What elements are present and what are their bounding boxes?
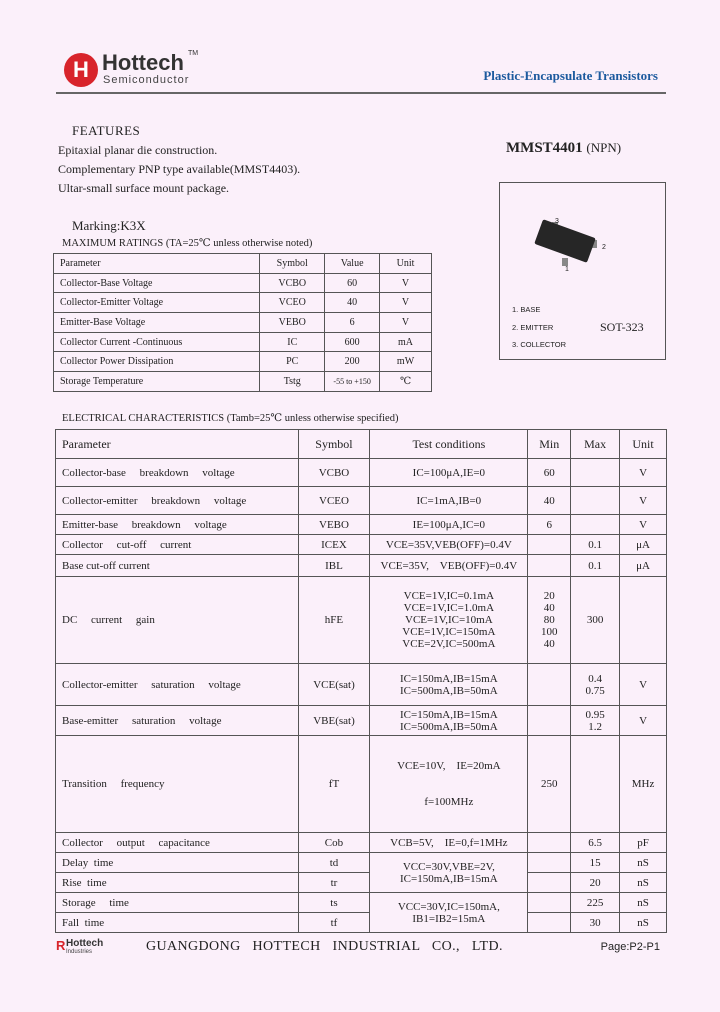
header-cell: Parameter — [54, 254, 260, 274]
package-pin — [562, 258, 568, 266]
condition-cell: VCE=35V,VEB(OFF)=0.4V — [370, 535, 528, 555]
value-cell: 6 — [325, 313, 380, 333]
pin-label: 3. COLLECTOR — [512, 340, 567, 349]
header-cell: Parameter — [56, 430, 299, 459]
pin-label: 1. BASE — [512, 305, 541, 314]
unit-cell: V — [620, 487, 667, 515]
header-divider — [56, 92, 666, 94]
condition-cell — [370, 577, 528, 664]
min-line: 40 — [543, 638, 555, 650]
condition-cell — [370, 736, 528, 833]
table-row — [54, 293, 432, 313]
condition-cell: IC=100μA,IE=0 — [370, 459, 528, 487]
condition-line: IC=500mA,IB=50mA — [400, 720, 498, 733]
header-cell: Value — [325, 254, 380, 274]
unit-cell: μA — [620, 535, 667, 555]
table-row — [54, 313, 432, 333]
table-header-row — [54, 254, 432, 274]
part-type: (NPN) — [586, 140, 622, 155]
min-cell — [528, 873, 571, 893]
part-number: MMST4401 — [506, 140, 583, 156]
company-subtitle: Semiconductor — [103, 74, 190, 86]
table-row — [56, 736, 667, 833]
part-number-block — [506, 140, 621, 157]
unit-cell: V — [620, 515, 667, 535]
symbol-cell: Tstg — [260, 372, 325, 392]
unit-cell: nS — [620, 853, 667, 873]
param-cell: Collector-Emitter Voltage — [54, 293, 260, 313]
header-cell: Max — [571, 430, 620, 459]
symbol-cell: ts — [298, 893, 370, 913]
header-cell: Symbol — [298, 430, 370, 459]
table-row — [56, 706, 667, 736]
param-cell: Collector Power Dissipation — [54, 352, 260, 372]
max-cell: 0.1 — [571, 555, 620, 577]
param-cell: Base-emitter saturation voltage — [56, 706, 299, 736]
document-title: Plastic-Encapsulate Transistors — [483, 68, 658, 83]
condition-line: IC=150mA,IB=15mA — [400, 672, 498, 685]
company-logo-icon: H — [64, 53, 98, 87]
unit-cell: MHz — [620, 736, 667, 833]
min-cell — [528, 913, 571, 933]
table-row — [54, 352, 432, 372]
symbol-cell: PC — [260, 352, 325, 372]
condition-cell: VCB=5V, IE=0,f=1MHz — [370, 833, 528, 853]
condition-line: VCE=1V,IC=1.0mA — [403, 602, 495, 614]
min-line: 100 — [541, 626, 558, 638]
trademark: TM — [188, 50, 199, 57]
param-cell: Base cut-off current — [56, 555, 299, 577]
value-cell: 60 — [325, 273, 380, 293]
min-cell — [528, 853, 571, 873]
condition-cell: VCE=35V, VEB(OFF)=0.4V — [370, 555, 528, 577]
param-cell: Delay time — [56, 853, 299, 873]
condition-cell — [370, 893, 528, 933]
condition-cell — [370, 664, 528, 706]
condition-line: VCE=1V,IC=0.1mA — [403, 590, 495, 602]
feature-line: Epitaxial planar die construction. — [58, 143, 218, 157]
unit-cell: mW — [380, 352, 432, 372]
feature-line: Complementary PNP type available(MMST4403). — [58, 162, 301, 176]
unit-cell: V — [380, 273, 432, 293]
unit-cell: V — [380, 313, 432, 333]
max-cell — [571, 487, 620, 515]
max-cell — [571, 515, 620, 535]
table-row — [56, 535, 667, 555]
unit-cell: nS — [620, 913, 667, 933]
max-cell: 0.1 — [571, 535, 620, 555]
max-ratings-table — [53, 253, 432, 392]
value-cell: 200 — [325, 352, 380, 372]
header-cell: Unit — [620, 430, 667, 459]
max-cell: 300 — [571, 577, 620, 664]
table-header-row — [56, 430, 667, 459]
param-cell: Collector-emitter breakdown voltage — [56, 487, 299, 515]
param-cell: Collector-emitter saturation voltage — [56, 664, 299, 706]
symbol-cell: tr — [298, 873, 370, 893]
symbol-cell: IC — [260, 332, 325, 352]
min-cell — [528, 833, 571, 853]
unit-cell: μA — [620, 555, 667, 577]
max-line: 0.95 — [585, 708, 605, 721]
max-line: 0.4 — [588, 672, 603, 685]
max-cell — [571, 664, 620, 706]
marking-code: Marking:K3X — [72, 218, 146, 233]
max-cell — [571, 736, 620, 833]
condition-cell — [370, 853, 528, 893]
min-line: 80 — [543, 614, 555, 626]
unit-cell: mA — [380, 332, 432, 352]
footer-logo: Hottech — [66, 938, 104, 949]
symbol-cell: td — [298, 853, 370, 873]
header-cell: Symbol — [260, 254, 325, 274]
table-row — [56, 555, 667, 577]
condition-line: VCC=30V,IC=150mA, — [397, 900, 500, 913]
unit-cell: nS — [620, 893, 667, 913]
unit-cell: ℃ — [380, 372, 432, 392]
page-number: Page:P2-P1 — [600, 941, 660, 953]
table-row — [56, 893, 667, 913]
table-row — [56, 487, 667, 515]
param-cell: DC current gain — [56, 577, 299, 664]
pin-number: 1 — [565, 266, 569, 273]
max-cell — [571, 459, 620, 487]
min-cell — [528, 535, 571, 555]
table-row — [56, 577, 667, 664]
symbol-cell: VCBO — [260, 273, 325, 293]
table-row — [54, 372, 432, 392]
condition-line: VCE=1V,IC=150mA — [402, 626, 496, 638]
param-cell: Rise time — [56, 873, 299, 893]
min-line: 20 — [543, 590, 555, 602]
feature-line: Ultar-small surface mount package. — [58, 181, 230, 195]
table-row — [56, 853, 667, 873]
condition-line: VCE=2V,IC=500mA — [402, 638, 496, 650]
symbol-cell: VEBO — [298, 515, 370, 535]
table-row — [56, 913, 667, 933]
max-cell: 20 — [571, 873, 620, 893]
features-heading: FEATURES — [72, 123, 141, 138]
value-cell: 600 — [325, 332, 380, 352]
unit-cell — [620, 577, 667, 664]
condition-line: IC=150mA,IB=15mA — [400, 708, 498, 721]
condition-line: VCE=1V,IC=10mA — [405, 614, 493, 626]
symbol-cell: ICEX — [298, 535, 370, 555]
symbol-cell: hFE — [298, 577, 370, 664]
param-cell: Fall time — [56, 913, 299, 933]
symbol-cell: VCEO — [260, 293, 325, 313]
max-ratings-title: MAXIMUM RATINGS (TA=25℃ unless otherwise noted) — [62, 238, 313, 249]
condition-line: VCC=30V,VBE=2V, — [402, 860, 495, 873]
param-cell: Collector cut-off current — [56, 535, 299, 555]
table-row — [56, 664, 667, 706]
symbol-cell: tf — [298, 913, 370, 933]
value-cell: -55 to +150 — [325, 372, 380, 392]
unit-cell: nS — [620, 873, 667, 893]
param-cell: Storage time — [56, 893, 299, 913]
symbol-cell: fT — [298, 736, 370, 833]
footer-logo-icon: R — [56, 938, 66, 953]
symbol-cell: Cob — [298, 833, 370, 853]
condition-cell: IE=100μA,IC=0 — [370, 515, 528, 535]
min-cell — [528, 706, 571, 736]
max-line: 1.2 — [588, 720, 603, 733]
param-cell: Collector-base breakdown voltage — [56, 459, 299, 487]
max-cell: 30 — [571, 913, 620, 933]
condition-line: IC=500mA,IB=50mA — [400, 684, 498, 697]
electrical-title: ELECTRICAL CHARACTERISTICS (Tamb=25℃ unless otherwise specified) — [62, 413, 399, 424]
header-cell: Unit — [380, 254, 432, 274]
param-cell: Collector-Base Voltage — [54, 273, 260, 293]
electrical-table — [55, 429, 667, 933]
condition-cell — [370, 706, 528, 736]
table-row — [56, 515, 667, 535]
pin-number: 3 — [555, 218, 559, 225]
company-name: Hottech — [102, 50, 184, 75]
unit-cell: V — [620, 706, 667, 736]
pin-number: 2 — [602, 244, 606, 251]
symbol-cell: VEBO — [260, 313, 325, 333]
pin-label: 2. EMITTER — [512, 323, 554, 332]
condition-line: f=100MHz — [424, 796, 474, 808]
condition-cell: IC=1mA,IB=0 — [370, 487, 528, 515]
param-cell: Emitter-Base Voltage — [54, 313, 260, 333]
symbol-cell: VCEO — [298, 487, 370, 515]
param-cell: Transition frequency — [56, 736, 299, 833]
table-row — [54, 332, 432, 352]
min-cell — [528, 664, 571, 706]
footer-logo-subtitle: Industries — [66, 949, 93, 955]
param-cell: Storage Temperature — [54, 372, 260, 392]
param-cell: Collector Current -Continuous — [54, 332, 260, 352]
min-cell: 6 — [528, 515, 571, 535]
symbol-cell: VCE(sat) — [298, 664, 370, 706]
condition-line: IB1=IB2=15mA — [412, 912, 486, 925]
max-line: 0.75 — [585, 684, 605, 697]
footer-company: GUANGDONG HOTTECH INDUSTRIAL CO., LTD. — [146, 939, 503, 954]
symbol-cell: VCBO — [298, 459, 370, 487]
table-row — [56, 459, 667, 487]
symbol-cell: IBL — [298, 555, 370, 577]
unit-cell: V — [380, 293, 432, 313]
min-cell: 60 — [528, 459, 571, 487]
header-cell: Min — [528, 430, 571, 459]
condition-line: VCE=10V, IE=20mA — [397, 760, 501, 772]
min-cell — [528, 893, 571, 913]
min-cell: 250 — [528, 736, 571, 833]
param-cell: Collector output capacitance — [56, 833, 299, 853]
max-cell: 225 — [571, 893, 620, 913]
header-cell: Test conditions — [370, 430, 528, 459]
max-cell — [571, 706, 620, 736]
package-name: SOT-323 — [600, 320, 644, 334]
symbol-cell: VBE(sat) — [298, 706, 370, 736]
table-row — [56, 873, 667, 893]
unit-cell: V — [620, 459, 667, 487]
min-line: 40 — [543, 602, 555, 614]
table-row — [54, 273, 432, 293]
table-row — [56, 833, 667, 853]
unit-cell: pF — [620, 833, 667, 853]
min-cell: 40 — [528, 487, 571, 515]
min-cell — [528, 555, 571, 577]
max-cell: 6.5 — [571, 833, 620, 853]
min-cell — [528, 577, 571, 664]
condition-line: IC=150mA,IB=15mA — [400, 872, 498, 885]
param-cell: Emitter-base breakdown voltage — [56, 515, 299, 535]
value-cell: 40 — [325, 293, 380, 313]
unit-cell: V — [620, 664, 667, 706]
max-cell: 15 — [571, 853, 620, 873]
